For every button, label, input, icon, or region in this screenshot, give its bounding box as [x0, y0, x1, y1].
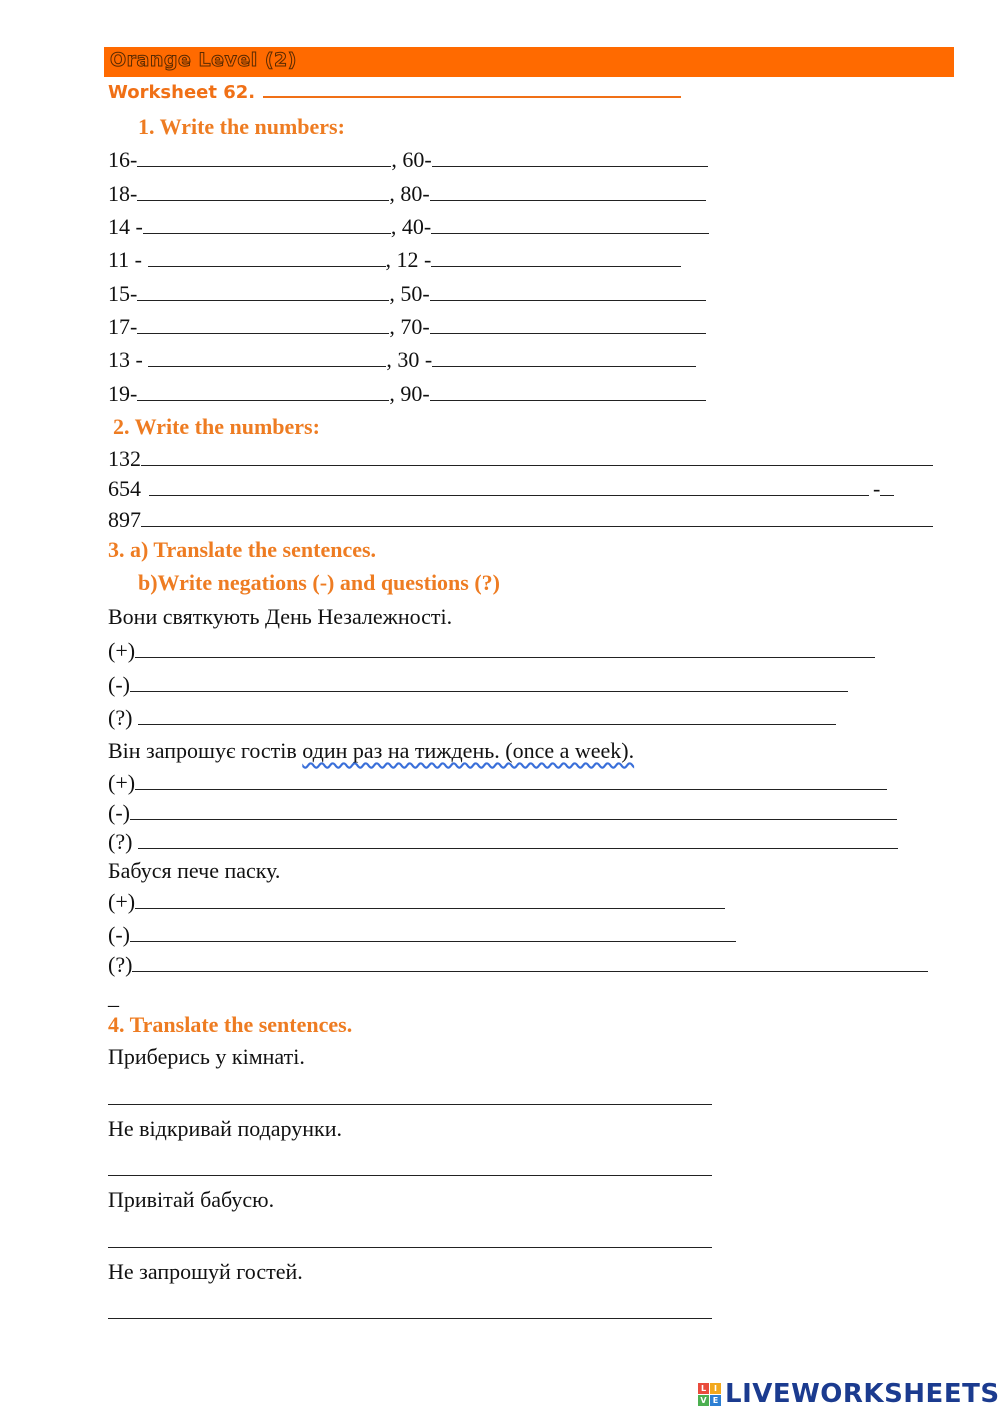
question-mark: (?) — [108, 952, 133, 977]
question-mark: (?) — [108, 705, 138, 730]
answer-blank[interactable] — [108, 1104, 712, 1105]
number-row — [108, 314, 706, 340]
answer-row — [108, 800, 897, 826]
sentence: Не запрошуй гостей. — [108, 1259, 303, 1284]
answer-blank[interactable] — [137, 382, 389, 401]
level-title: Orange Level (2) — [110, 49, 297, 71]
answer-row — [108, 889, 725, 915]
dash-mark: - — [873, 476, 881, 501]
number-label: 18- — [108, 181, 138, 206]
number-label: 897 — [108, 507, 141, 532]
answer-blank[interactable] — [135, 639, 875, 658]
question-mark: (?) — [108, 829, 138, 854]
answer-blank[interactable] — [141, 447, 933, 466]
answer-blank[interactable] — [130, 801, 897, 820]
number-row — [108, 381, 706, 407]
liveworksheets-logo[interactable] — [698, 1378, 1000, 1410]
answer-row — [108, 770, 887, 796]
number-label: 14 - — [108, 214, 143, 239]
number-label: , 80- — [389, 181, 430, 206]
minus-mark: (-) — [108, 800, 130, 825]
number-row — [108, 507, 933, 533]
number-label: 19- — [108, 381, 138, 406]
answer-blank[interactable] — [135, 890, 725, 909]
worksheet-title — [108, 82, 681, 103]
answer-blank[interactable] — [430, 382, 706, 401]
number-label: , 70- — [389, 314, 430, 339]
section4-heading: 4. Translate the sentences. — [108, 1012, 353, 1037]
number-label: 15- — [108, 281, 138, 306]
plus-mark: (+) — [108, 638, 136, 663]
answer-blank[interactable] — [148, 348, 386, 367]
logo-text: LIVEWORKSHEETS — [725, 1379, 1000, 1409]
number-label: 13 - — [108, 347, 149, 372]
dangling-underscore: _ — [108, 984, 119, 1009]
plus-mark: (+) — [108, 770, 136, 795]
answer-blank[interactable] — [108, 1247, 712, 1248]
answer-blank[interactable] — [138, 706, 836, 725]
answer-blank[interactable] — [149, 477, 869, 496]
answer-blank[interactable] — [431, 215, 709, 234]
section1-heading: 1. Write the numbers: — [138, 114, 345, 139]
answer-blank[interactable] — [138, 830, 898, 849]
sentence: Не відкривай подарунки. — [108, 1116, 342, 1141]
number-label: , 60- — [391, 147, 432, 172]
answer-blank[interactable] — [137, 282, 389, 301]
answer-blank[interactable] — [137, 315, 389, 334]
number-label: , 30 - — [386, 347, 433, 372]
answer-blank[interactable] — [108, 1318, 712, 1319]
sentence: Привітай бабусю. — [108, 1187, 275, 1212]
answer-blank[interactable] — [141, 508, 933, 527]
number-row — [108, 281, 706, 307]
answer-row — [108, 922, 736, 948]
sentence: Вони святкують День Незалежності. — [108, 604, 453, 629]
answer-blank[interactable] — [135, 771, 887, 790]
answer-blank[interactable] — [130, 673, 848, 692]
answer-row — [108, 638, 875, 664]
logo-icon — [698, 1383, 721, 1406]
number-label: 11 - — [108, 247, 148, 272]
answer-blank[interactable] — [148, 248, 386, 267]
sentence: Бабуся пече паску. — [108, 858, 281, 883]
logo-letter: V — [698, 1395, 709, 1406]
answer-blank[interactable] — [130, 923, 736, 942]
answer-blank[interactable] — [137, 148, 391, 167]
worksheet-name-blank[interactable] — [263, 82, 681, 98]
answer-blank[interactable] — [143, 215, 391, 234]
answer-row — [108, 672, 848, 698]
number-row — [108, 214, 709, 240]
number-label: 132 — [108, 446, 141, 471]
number-row — [108, 147, 708, 173]
plus-mark: (+) — [108, 889, 136, 914]
number-label: , 12 - — [385, 247, 432, 272]
answer-blank[interactable] — [430, 315, 706, 334]
level-banner — [104, 47, 954, 77]
number-label: , 50- — [389, 281, 430, 306]
number-row — [108, 476, 894, 502]
answer-row — [108, 705, 836, 731]
sentence: Приберись у кімнаті. — [108, 1044, 305, 1069]
answer-blank[interactable] — [108, 1175, 712, 1176]
sentence — [108, 738, 634, 764]
answer-blank[interactable] — [880, 477, 894, 496]
number-label: 17- — [108, 314, 138, 339]
answer-blank[interactable] — [431, 248, 681, 267]
section2-heading: 2. Write the numbers: — [113, 414, 320, 439]
number-label: 16- — [108, 147, 138, 172]
number-row — [108, 446, 933, 472]
number-row — [108, 181, 706, 207]
minus-mark: (-) — [108, 672, 130, 697]
number-row — [108, 247, 681, 273]
answer-blank[interactable] — [432, 348, 696, 367]
section3-heading-b: b)Write negations (-) and questions (?) — [138, 570, 501, 595]
logo-letter: E — [710, 1395, 721, 1406]
minus-mark: (-) — [108, 922, 130, 947]
answer-row — [108, 952, 928, 978]
answer-blank[interactable] — [132, 953, 928, 972]
logo-letter: L — [698, 1383, 709, 1394]
number-label: , 90- — [389, 381, 430, 406]
number-label: , 40- — [390, 214, 432, 239]
answer-blank[interactable] — [430, 182, 706, 201]
number-row — [108, 347, 696, 373]
sentence-main: Він запрошує гостів — [108, 738, 303, 763]
worksheet-number: Worksheet 62. — [108, 82, 256, 103]
section3-heading-a: 3. a) Translate the sentences. — [108, 537, 377, 562]
logo-letter: I — [710, 1383, 721, 1394]
answer-blank[interactable] — [137, 182, 389, 201]
answer-row — [108, 829, 898, 855]
answer-blank[interactable] — [430, 282, 706, 301]
sentence-time-phrase: один раз на тиждень. (once a week). — [302, 738, 635, 763]
number-label: 654 — [108, 476, 141, 501]
answer-blank[interactable] — [432, 148, 708, 167]
